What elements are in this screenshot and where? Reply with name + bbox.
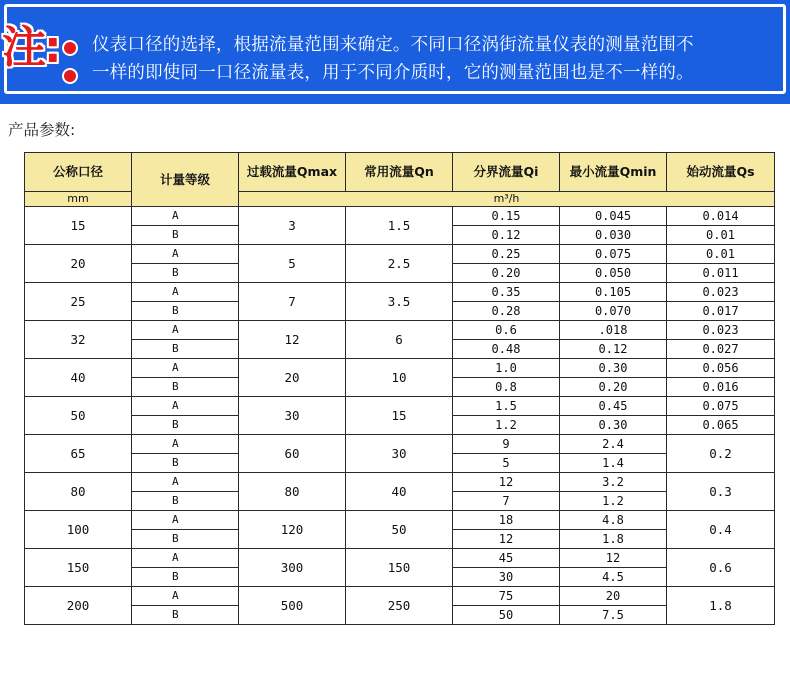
header-grade: 计量等级 [132,153,239,207]
cell-qi: 7 [453,492,560,511]
cell-qmax: 80 [239,473,346,511]
table-row [25,549,775,568]
cell-qi: 0.28 [453,302,560,321]
cell-qi: 5 [453,454,560,473]
section-title: 产品参数: [8,121,76,139]
cell-qs: 0.023 [667,283,775,302]
cell-qmin: 0.050 [560,264,667,283]
cell-qn: 15 [346,397,453,435]
cell-grade: B [132,454,239,473]
cell-grade: B [132,302,239,321]
cell-qi: 0.6 [453,321,560,340]
spec-table-body [25,207,775,625]
cell-qmin: 0.30 [560,416,667,435]
cell-qmin: 0.070 [560,302,667,321]
cell-qi: 1.2 [453,416,560,435]
cell-qmax: 20 [239,359,346,397]
cell-dn: 40 [25,359,132,397]
cell-qs: 0.014 [667,207,775,226]
cell-qi: 0.35 [453,283,560,302]
cell-qn: 2.5 [346,245,453,283]
cell-grade: A [132,321,239,340]
cell-grade: B [132,568,239,587]
cell-qmin: 0.045 [560,207,667,226]
cell-qs: 0.3 [667,473,775,511]
spec-table [24,152,775,625]
cell-qmin: 12 [560,549,667,568]
cell-qn: 1.5 [346,207,453,245]
header-qn: 常用流量Qn [346,153,453,192]
table-row [25,397,775,416]
cell-qs: 0.6 [667,549,775,587]
cell-qn: 250 [346,587,453,625]
cell-qmin: 1.8 [560,530,667,549]
cell-dn: 20 [25,245,132,283]
cell-dn: 25 [25,283,132,321]
cell-grade: A [132,245,239,264]
cell-qn: 150 [346,549,453,587]
cell-qi: 30 [453,568,560,587]
table-row [25,359,775,378]
cell-qmin: 0.030 [560,226,667,245]
cell-grade: B [132,340,239,359]
notice-line: 一样的即使同一口径流量表，用于不同介质时，它的测量范围也是不一样的。 [92,63,694,83]
cell-qi: 1.0 [453,359,560,378]
cell-qi: 12 [453,530,560,549]
cell-grade: A [132,207,239,226]
cell-qn: 3.5 [346,283,453,321]
cell-qi: 9 [453,435,560,454]
cell-qs: 0.011 [667,264,775,283]
cell-qmax: 300 [239,549,346,587]
cell-qs: 1.8 [667,587,775,625]
cell-qs: 0.023 [667,321,775,340]
cell-qn: 6 [346,321,453,359]
cell-dn: 200 [25,587,132,625]
cell-qn: 40 [346,473,453,511]
cell-qs: 0.016 [667,378,775,397]
cell-qmax: 12 [239,321,346,359]
cell-qi: 75 [453,587,560,606]
cell-qmin: 0.45 [560,397,667,416]
cell-qmax: 500 [239,587,346,625]
cell-qi: 18 [453,511,560,530]
cell-qmax: 60 [239,435,346,473]
cell-qs: 0.017 [667,302,775,321]
cell-dn: 50 [25,397,132,435]
cell-qs: 0.065 [667,416,775,435]
table-row [25,283,775,302]
cell-qn: 50 [346,511,453,549]
cell-qmax: 7 [239,283,346,321]
cell-qn: 30 [346,435,453,473]
cell-qmax: 30 [239,397,346,435]
cell-grade: A [132,435,239,454]
bullet-dot-icon [62,68,78,84]
cell-qmin: 4.5 [560,568,667,587]
cell-dn: 100 [25,511,132,549]
cell-qmax: 5 [239,245,346,283]
cell-grade: A [132,511,239,530]
cell-qmin: 20 [560,587,667,606]
cell-qi: 0.25 [453,245,560,264]
cell-qs: 0.027 [667,340,775,359]
cell-qi: 0.20 [453,264,560,283]
cell-grade: A [132,587,239,606]
header-dn: 公称口径 [25,153,132,192]
cell-grade: A [132,283,239,302]
cell-qi: 45 [453,549,560,568]
notice-mark: 注: [2,22,60,73]
cell-qs: 0.01 [667,226,775,245]
cell-grade: A [132,359,239,378]
cell-grade: B [132,606,239,625]
cell-grade: A [132,473,239,492]
table-row [25,321,775,340]
cell-qmin: 0.105 [560,283,667,302]
cell-grade: B [132,226,239,245]
notice-text [92,31,782,87]
cell-grade: B [132,530,239,549]
cell-qi: 0.48 [453,340,560,359]
cell-qs: 0.075 [667,397,775,416]
cell-qmin: 0.30 [560,359,667,378]
cell-dn: 15 [25,207,132,245]
cell-qs: 0.056 [667,359,775,378]
cell-qmin: .018 [560,321,667,340]
cell-qi: 0.15 [453,207,560,226]
unit-dn: mm [25,192,132,207]
cell-qmax: 120 [239,511,346,549]
notice-banner [0,0,790,104]
cell-dn: 150 [25,549,132,587]
cell-grade: A [132,549,239,568]
cell-grade: A [132,397,239,416]
cell-qmin: 0.12 [560,340,667,359]
cell-qs: 0.2 [667,435,775,473]
header-qi: 分界流量Qi [453,153,560,192]
table-row [25,473,775,492]
cell-qmin: 1.2 [560,492,667,511]
cell-grade: B [132,378,239,397]
notice-line: 仪表口径的选择，根据流量范围来确定。不同口径涡街流量仪表的测量范围不 [92,35,694,55]
cell-qmin: 0.20 [560,378,667,397]
cell-grade: B [132,416,239,435]
table-row [25,587,775,606]
cell-dn: 32 [25,321,132,359]
table-row [25,435,775,454]
cell-qmin: 1.4 [560,454,667,473]
unit-flow: m³/h [239,192,775,207]
cell-grade: B [132,264,239,283]
cell-qi: 0.8 [453,378,560,397]
cell-grade: B [132,492,239,511]
table-row [25,207,775,226]
cell-qs: 0.4 [667,511,775,549]
cell-qi: 1.5 [453,397,560,416]
cell-qmin: 3.2 [560,473,667,492]
cell-qi: 0.12 [453,226,560,245]
header-qmin: 最小流量Qmin [560,153,667,192]
cell-qmin: 0.075 [560,245,667,264]
cell-qmin: 2.4 [560,435,667,454]
cell-qi: 12 [453,473,560,492]
bullet-dot-icon [62,40,78,56]
table-row [25,511,775,530]
cell-qmax: 3 [239,207,346,245]
cell-qmin: 4.8 [560,511,667,530]
cell-qs: 0.01 [667,245,775,264]
header-qs: 始动流量Qs [667,153,775,192]
cell-qi: 50 [453,606,560,625]
header-qmax: 过载流量Qmax [239,153,346,192]
table-row [25,245,775,264]
cell-qn: 10 [346,359,453,397]
cell-dn: 80 [25,473,132,511]
cell-qmin: 7.5 [560,606,667,625]
cell-dn: 65 [25,435,132,473]
